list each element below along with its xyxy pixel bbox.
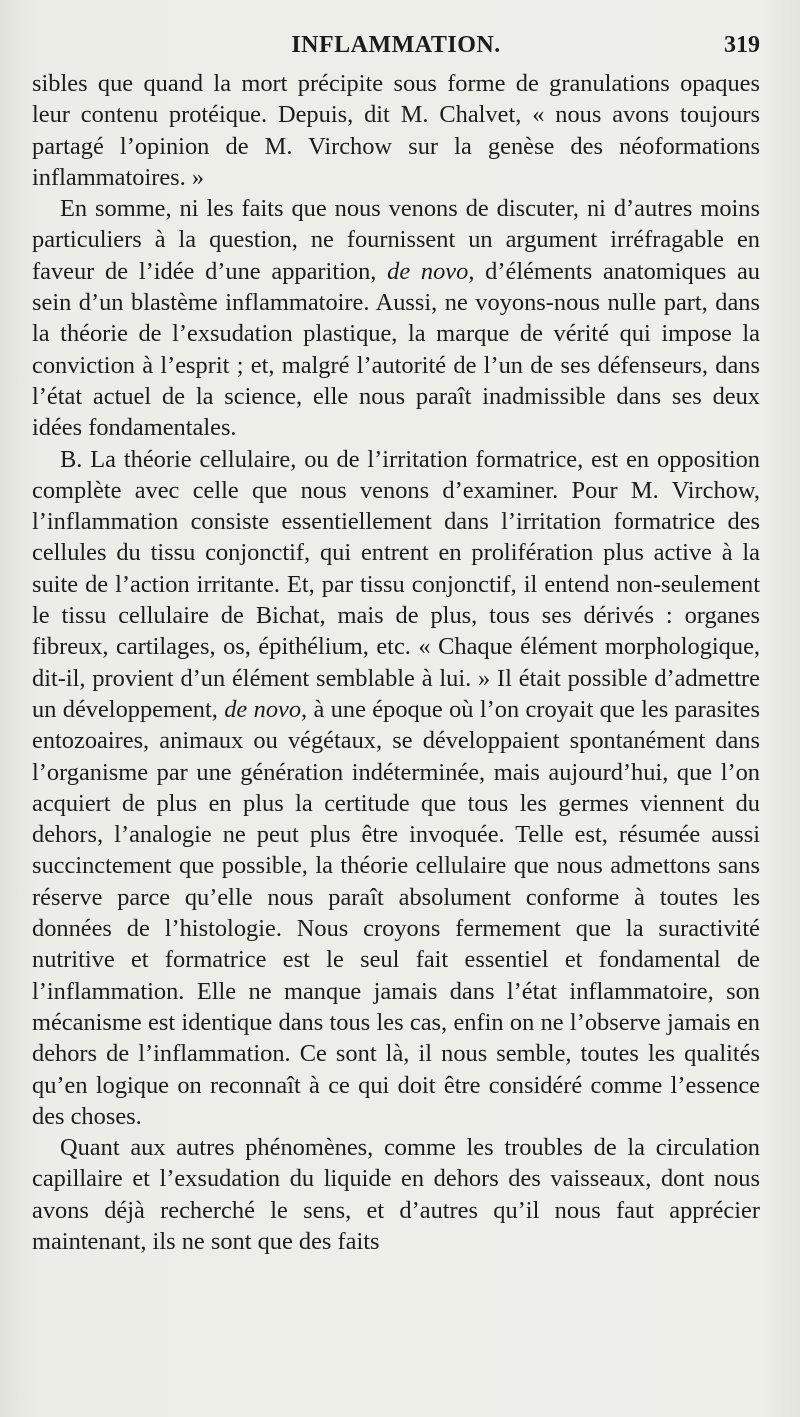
page-number: 319 <box>724 32 760 58</box>
paragraph-1 <box>32 68 760 193</box>
paragraph-1-text: sibles que quand la mort précipite sous forme de granulations opaques leur contenu protéique. Depuis, dit M. Chalvet, « nous avons toujours partagé l’opinion de M. Virchow sur la genèse des néoformations inflammatoires. » <box>32 70 760 191</box>
section-marker-b: B. <box>60 445 83 473</box>
paragraph-3-text-after: à une époque où l’on croyait que les parasites entozoaires, animaux ou végétaux, se développaient spontanément dans l’organisme par une génération indéterminée, mais aujourd’hui, que l’on acquiert de plus en plus la certitude que tous les germes viennent du dehors, l’analogie ne peut plus être invoquée. Telle est, résumée aussi succinctement que possible, la théorie cellulaire que nous admettons sans réserve parce qu’elle nous paraît absolument conforme à toutes les données de l’histologie. Nous croyons fermement que la suractivité nutritive et formatrice est le seul fait essentiel et fondamental de l’inflammation. Elle ne manque jamais dans l’état inflammatoire, son mécanisme est identique dans tous les cas, enfin on ne l’observe jamais en dehors de l’inflammation. Ce sont là, il nous semble, toutes les qualités qu’en logique on reconnaît à ce qui doit être considéré comme l’essence des choses. <box>32 695 760 1130</box>
paragraph-2 <box>32 193 760 443</box>
body-text <box>32 68 760 1257</box>
paragraph-2-text-before: En somme, ni les faits que nous venons de discuter, ni d’autres moins particuliers à la question, ne fournissent un argument irréfragable en faveur de l’idée d’une apparition, <box>32 195 760 285</box>
paragraph-3 <box>32 444 760 1133</box>
page-header <box>32 28 760 68</box>
paragraph-4 <box>32 1132 760 1257</box>
running-title: INFLAMMATION. <box>291 32 501 58</box>
paragraph-3-text-before: La théorie cellulaire, ou de l’irritation formatrice, est en opposition complète avec celle que nous venons d’examiner. Pour M. Virchow, l’inflammation consiste essentiellement dans l’irritation formatrice des cellules du tissu conjonctif, qui entrent en prolifération plus active à la suite de l’action irritante. Et, par tissu conjonctif, il entend non-seulement le tissu cellulaire de Bichat, mais de plus, tous ses dérivés : organes fibreux, cartilages, os, épithélium, etc. « Chaque élément morphologique, dit-il, provient d’un élément semblable à lui. » Il était possible d’admettre un développement, <box>32 445 760 723</box>
paragraph-2-text-after: , d’éléments anatomiques au sein d’un blastème inflammatoire. Aussi, ne voyons-nous nulle part, dans la théorie de l’exsudation plastique, la marque de vérité qui impose la conviction à l’esprit ; et, malgré l’autorité de l’un de ses défenseurs, dans l’état actuel de la science, elle nous paraît inadmissible dans ses deux idées fondamentales. <box>32 257 760 442</box>
paragraph-4-text: Quant aux autres phénomènes, comme les troubles de la circulation capillaire et l’exsudation du liquide en dehors des vaisseaux, dont nous avons déjà recherché le sens, et d’autres qu’il nous faut apprécier maintenant, ils ne sont que des faits <box>32 1134 760 1255</box>
paragraph-2-italic: de novo <box>387 257 469 285</box>
paragraph-3-italic: de novo, <box>224 695 308 723</box>
